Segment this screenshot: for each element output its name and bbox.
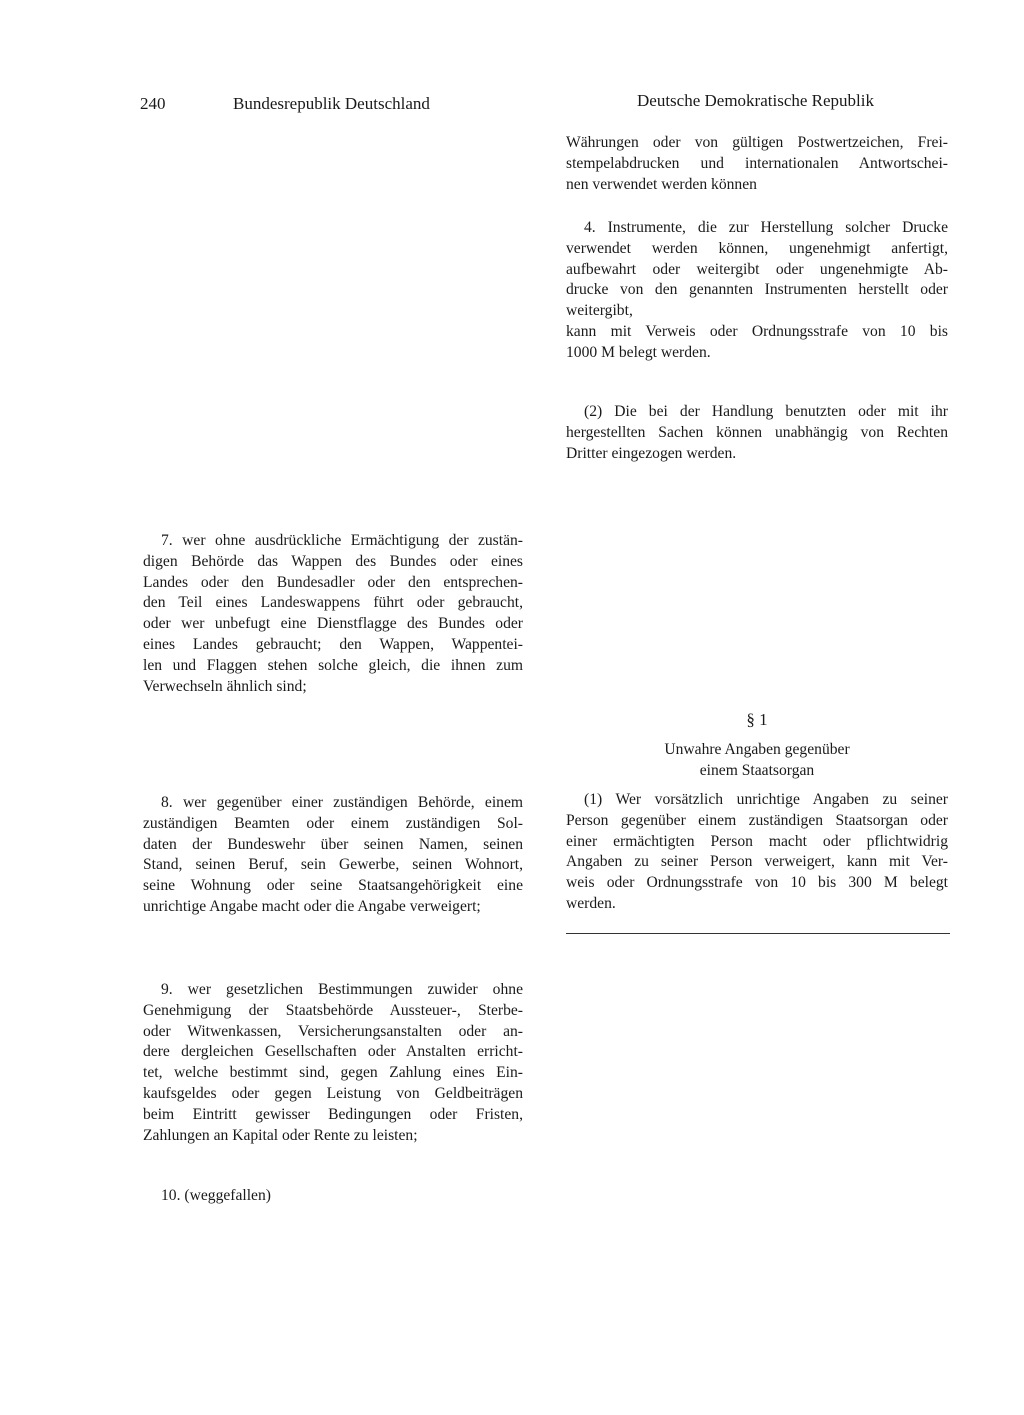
text-line: dere dergleichen Gesellschaften oder Anstalten erricht- [143, 1043, 523, 1061]
text-line: werden. [566, 894, 616, 912]
text-line: 1000 M belegt werden. [566, 343, 711, 361]
text-line: tet, welche bestimmt sind, gegen Zahlung eines Ein- [143, 1064, 523, 1082]
list-item-9 [143, 980, 523, 1146]
paragraph-continuation [566, 133, 948, 195]
text-line: Währungen oder von gültigen Postwertzeichen, Frei- [566, 134, 948, 151]
text-line: daten der Bundeswehr über seinen Namen, seinen [143, 835, 523, 853]
text-line: weis oder Ordnungsstrafe von 10 bis 300 M belegt [566, 874, 948, 892]
text-line: nen verwendet werden können [566, 175, 757, 193]
text-line: Verwechseln ähnlich sind; [143, 677, 307, 695]
text-line: weitergibt, [566, 302, 633, 320]
text-line: stempelabdrucken und internationalen Antwortschei- [566, 154, 948, 172]
text-line: einer ermächtigten Person macht oder pflichtwidrig [566, 832, 948, 850]
text-line: oder Witwenkassen, Versicherungsanstalten oder an- [143, 1022, 523, 1040]
section-title-line: einem Staatsorgan [699, 761, 815, 779]
text-line: verwendet werden können, ungenehmigt anfertigt, [566, 239, 948, 257]
text-line: 7. wer ohne ausdrückliche Ermächtigung der zustän- [161, 532, 523, 549]
text-line: 9. wer gesetzlichen Bestimmungen zuwider ohne [161, 981, 523, 998]
text-line: kaufsgeldes oder gegen Leistung von Geldbeiträgen [143, 1084, 523, 1102]
text-line: aufbewahrt oder weitergibt oder ungenehmigte Ab- [566, 260, 948, 278]
text-line: len und Flaggen stehen solche gleich, die ihnen zum [143, 656, 523, 674]
text-line: den Teil eines Landeswappens führt oder gebraucht, [143, 594, 523, 612]
text-line: Genehmigung der Staatsbehörde Aussteuer-, Sterbe- [143, 1001, 523, 1019]
text-line: Stand, seinen Beruf, sein Gewerbe, seinen Wohnort, [143, 856, 523, 874]
paragraph-subsection-2 [566, 402, 948, 464]
text-line: oder wer unbefugt eine Dienstflagge des Bundes oder [143, 615, 523, 633]
text-line: Person gegenüber einem zuständigen Staatsorgan oder [566, 811, 948, 829]
text-line: hergestellten Sachen können unabhängig von Rechten [566, 423, 948, 441]
text-line: Zahlungen an Kapital oder Rente zu leisten; [143, 1126, 418, 1144]
section-title-line: Unwahre Angaben gegenüber [664, 741, 850, 758]
text-line: (1) Wer vorsätzlich unrichtige Angaben zu seiner [584, 791, 948, 808]
section-sign: § 1 [746, 710, 768, 729]
text-line: digen Behörde das Wappen des Bundes oder eines [143, 552, 523, 570]
text-line: 4. Instrumente, die zur Herstellung solcher Drucke [584, 219, 948, 236]
text-line: eines Landes gebraucht; den Wappen, Wappentei- [143, 635, 523, 653]
running-header-right: Deutsche Demokratische Republik [637, 91, 874, 110]
text-line: Landes oder den Bundesadler oder den entsprechen- [143, 573, 523, 591]
text-line: drucke von den genannten Instrumenten herstellt oder [566, 281, 948, 299]
text-line: Angaben zu seiner Person verweigert, kann mit Ver- [566, 853, 948, 871]
section-title [566, 740, 948, 782]
text-line: kann mit Verweis oder Ordnungsstrafe von 10 bis [566, 322, 948, 340]
text-line: unrichtige Angabe macht oder die Angabe verweigert; [143, 897, 481, 915]
list-item-7 [143, 531, 523, 697]
page-number: 240 [140, 94, 166, 113]
text-line: 8. wer gegenüber einer zuständigen Behörde, einem [161, 794, 523, 811]
paragraph-section-1-subsection-1 [566, 790, 948, 915]
end-rule [566, 933, 950, 934]
text-line: beim Eintritt gewisser Bedingungen oder Fristen, [143, 1105, 523, 1123]
text-line: seine Wohnung oder seine Staatsangehörigkeit eine [143, 877, 523, 895]
text-line: (2) Die bei der Handlung benutzten oder mit ihr [584, 403, 948, 420]
paragraph-item-4 [566, 218, 948, 364]
running-header-left: Bundesrepublik Deutschland [233, 94, 430, 113]
list-item-10: 10. (weggefallen) [161, 1187, 271, 1204]
list-item-8 [143, 793, 523, 918]
text-line: zuständigen Beamten oder einem zuständigen Sol- [143, 814, 523, 832]
text-line: Dritter eingezogen werden. [566, 444, 737, 462]
